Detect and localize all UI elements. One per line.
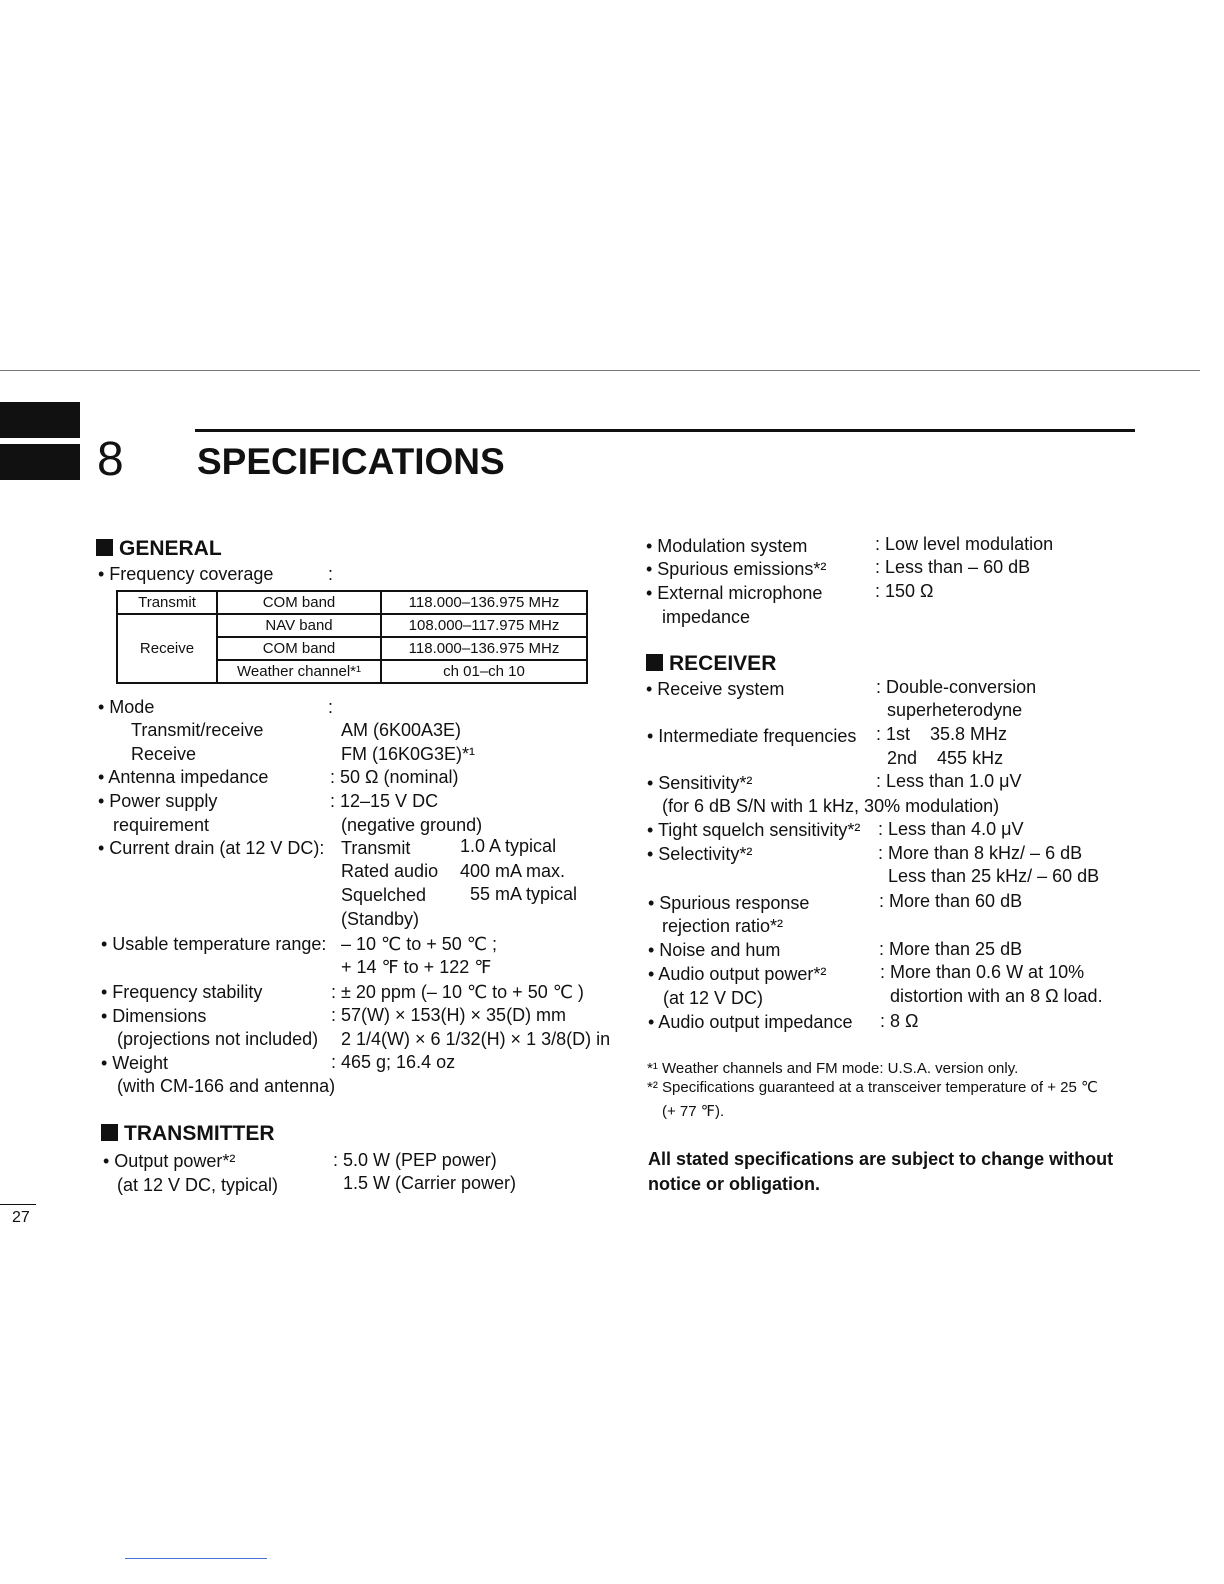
modulation-value: : Low level modulation: [875, 534, 1054, 554]
table-row: [117, 614, 587, 637]
disclaimer-line-2: notice or obligation.: [648, 1174, 820, 1194]
selectivity-value-2: Less than 25 kHz/ – 60 dB: [888, 866, 1100, 886]
section-heading-receiver: RECEIVER: [646, 652, 776, 676]
if-value: : 1st 35.8 MHz: [876, 724, 1008, 744]
current-squelched-value: 55 mA typical: [470, 884, 578, 904]
chapter-tab-lower: [0, 444, 80, 480]
power-value: : 12–15 V DC: [330, 791, 439, 811]
weight-label: • Weight: [101, 1053, 168, 1073]
disclaimer-line-1: All stated specifications are subject to change without: [648, 1149, 1114, 1169]
mode-tx-label: Transmit/receive: [131, 720, 264, 740]
spurious-response-label-2: rejection ratio*²: [662, 916, 784, 936]
table-cell: Receive: [117, 614, 217, 683]
spurious-emissions-label: • Spurious emissions*²: [646, 559, 827, 579]
frequency-coverage-label: • Frequency coverage: [98, 564, 274, 584]
stability-label: • Frequency stability: [101, 982, 263, 1002]
temp-label: • Usable temperature range:: [101, 934, 327, 954]
power-label: • Power supply: [98, 791, 218, 811]
stability-value: : ± 20 ppm (– 10 ℃ to + 50 ℃ ): [331, 982, 584, 1002]
section-heading-transmitter: TRANSMITTER: [101, 1122, 275, 1146]
spurious-emissions-value: : Less than – 60 dB: [875, 557, 1031, 577]
noise-hum-label: • Noise and hum: [648, 940, 781, 960]
output-power-value-2: 1.5 W (Carrier power): [343, 1173, 517, 1193]
page-title: SPECIFICATIONS: [197, 441, 505, 482]
chapter-title-rule: [195, 429, 1135, 432]
temp-value: – 10 ℃ to + 50 ℃ ;: [341, 934, 498, 954]
section-heading-general: GENERAL: [96, 537, 222, 561]
antenna-label: • Antenna impedance: [98, 767, 269, 787]
modulation-label: • Modulation system: [646, 536, 808, 556]
mode-rx-label: Receive: [131, 744, 197, 764]
current-audio-value: 400 mA max.: [460, 861, 566, 881]
footnote-2-cont: (+ 77 ℉).: [662, 1103, 725, 1120]
table-cell: Weather channel*¹: [217, 660, 381, 683]
square-bullet-icon: [646, 654, 663, 671]
dimensions-value-2: 2 1/4(W) × 6 1/32(H) × 1 3/8(D) in: [341, 1029, 611, 1049]
mic-impedance-value: : 150 Ω: [875, 581, 934, 601]
weight-label-2: (with CM-166 and antenna): [117, 1076, 336, 1096]
receive-system-label: • Receive system: [646, 679, 785, 699]
output-power-value: : 5.0 W (PEP power): [333, 1150, 497, 1170]
current-audio: Rated audio: [341, 861, 439, 881]
table-cell: 108.000–117.975 MHz: [381, 614, 587, 637]
selectivity-label: • Selectivity*²: [647, 844, 753, 864]
audio-power-label: • Audio output power*²: [648, 964, 827, 984]
output-power-label-2: (at 12 V DC, typical): [117, 1175, 279, 1195]
chapter-number: 8: [97, 433, 124, 486]
top-rule: [0, 370, 1200, 371]
output-power-label: • Output power*²: [103, 1151, 236, 1171]
frequency-table: [116, 590, 588, 684]
mode-tx-value: AM (6K00A3E): [341, 720, 462, 740]
mic-impedance-label: • External microphone: [646, 583, 823, 603]
mode-rx-value: FM (16K0G3E)*¹: [341, 744, 476, 764]
bottom-link-rule: [125, 1558, 267, 1559]
tight-squelch-label: • Tight squelch sensitivity*²: [647, 820, 861, 840]
audio-impedance-value: : 8 Ω: [880, 1011, 919, 1031]
square-bullet-icon: [101, 1124, 118, 1141]
table-cell: 118.000–136.975 MHz: [381, 637, 587, 660]
table-cell: ch 01–ch 10: [381, 660, 587, 683]
audio-impedance-label: • Audio output impedance: [648, 1012, 853, 1032]
sensitivity-note: (for 6 dB S/N with 1 kHz, 30% modulation): [662, 796, 1000, 816]
antenna-value: : 50 Ω (nominal): [330, 767, 459, 787]
dimensions-label: • Dimensions: [101, 1006, 207, 1026]
page-number: 27: [12, 1209, 30, 1226]
table-row: [117, 591, 587, 614]
current-label: • Current drain (at 12 V DC):: [98, 838, 325, 858]
receive-system-value-2: superheterodyne: [887, 700, 1023, 720]
frequency-coverage-colon: :: [328, 564, 334, 584]
dimensions-label-2: (projections not included): [117, 1029, 319, 1049]
current-tx: Transmit: [341, 838, 411, 858]
tight-squelch-value: : Less than 4.0 μV: [878, 819, 1024, 839]
table-cell: 118.000–136.975 MHz: [381, 591, 587, 614]
footnote-2: *² Specifications guaranteed at a transceiver temperature of + 25 ℃: [647, 1079, 1098, 1096]
audio-power-value: : More than 0.6 W at 10%: [880, 962, 1085, 982]
current-tx-value: 1.0 A typical: [460, 836, 557, 856]
mode-label: • Mode: [98, 697, 155, 717]
mic-impedance-label-2: impedance: [662, 607, 751, 627]
current-squelched: Squelched: [341, 885, 427, 905]
sensitivity-label: • Sensitivity*²: [647, 773, 753, 793]
footnote-1: *¹ Weather channels and FM mode: U.S.A. version only.: [647, 1060, 1019, 1077]
current-standby: (Standby): [341, 909, 420, 929]
if-value-2: 2nd 455 kHz: [887, 748, 1004, 768]
sensitivity-value: : Less than 1.0 μV: [876, 771, 1022, 791]
spurious-response-label: • Spurious response: [648, 893, 810, 913]
square-bullet-icon: [96, 539, 113, 556]
power-value-2: (negative ground): [341, 815, 483, 835]
mode-colon: :: [328, 697, 334, 717]
temp-value-2: + 14 ℉ to + 122 ℉: [341, 957, 492, 977]
if-label: • Intermediate frequencies: [647, 726, 857, 746]
audio-power-label-2: (at 12 V DC): [663, 988, 764, 1008]
noise-hum-value: : More than 25 dB: [879, 939, 1023, 959]
dimensions-value: : 57(W) × 153(H) × 35(D) mm: [331, 1005, 567, 1025]
table-cell: COM band: [217, 591, 381, 614]
weight-value: : 465 g; 16.4 oz: [331, 1052, 456, 1072]
selectivity-value: : More than 8 kHz/ – 6 dB: [878, 843, 1083, 863]
table-cell: NAV band: [217, 614, 381, 637]
power-label-2: requirement: [113, 815, 210, 835]
audio-power-value-2: distortion with an 8 Ω load.: [890, 986, 1103, 1006]
chapter-tab-upper: [0, 402, 80, 438]
table-cell: Transmit: [117, 591, 217, 614]
page-number-rule: [0, 1204, 36, 1205]
spurious-response-value: : More than 60 dB: [879, 891, 1023, 911]
table-cell: COM band: [217, 637, 381, 660]
receive-system-value: : Double-conversion: [876, 677, 1037, 697]
